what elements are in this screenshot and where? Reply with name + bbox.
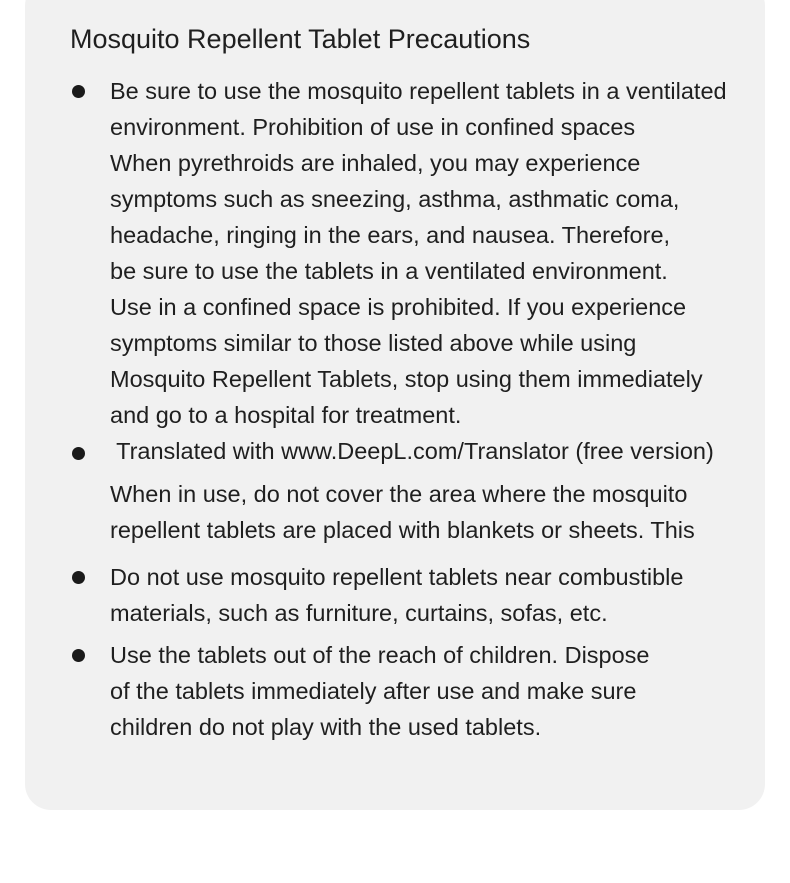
bullet-text — [110, 433, 714, 543]
page-title: Mosquito Repellent Tablet Precautions — [70, 24, 531, 54]
text-line: Be sure to use the mosquito repellent tablets in a ventilated — [110, 78, 727, 104]
text-line: Use the tablets out of the reach of children. Dispose — [110, 642, 650, 668]
bullet-text — [110, 637, 650, 745]
text-line: Mosquito Repellent Tablets, stop using them immediately — [110, 366, 703, 392]
text-line: children do not play with the used tablets. — [110, 714, 542, 740]
text-line: Use in a confined space is prohibited. If you experience — [110, 294, 687, 320]
bullet-dot-icon — [72, 85, 85, 98]
text-line: symptoms such as sneezing, asthma, asthmatic coma, — [110, 186, 680, 212]
text-line: and go to a hospital for treatment. — [110, 402, 462, 428]
bullet-dot-icon — [72, 571, 85, 584]
text-line: environment. Prohibition of use in confined spaces — [110, 114, 636, 140]
text-line: When pyrethroids are inhaled, you may experience — [110, 150, 641, 176]
text-line: headache, ringing in the ears, and nausea. Therefore, — [110, 222, 671, 248]
bullet-text — [110, 559, 683, 631]
text-line: materials, such as furniture, curtains, sofas, etc. — [110, 600, 608, 626]
bullet-dot-icon — [72, 649, 85, 662]
text-line: be sure to use the tablets in a ventilated environment. — [110, 258, 668, 284]
text-line: of the tablets immediately after use and make sure — [110, 678, 637, 704]
text-line: repellent tablets are placed with blankets or sheets. This — [110, 517, 695, 543]
bullet-dot-icon — [72, 447, 85, 460]
text-line: Do not use mosquito repellent tablets near combustible — [110, 564, 684, 590]
text-line: symptoms similar to those listed above while using — [110, 330, 637, 356]
text-line: Translated with www.DeepL.com/Translator (free version) — [110, 438, 714, 464]
text-line: When in use, do not cover the area where the mosquito — [110, 481, 688, 507]
bullet-text — [110, 73, 727, 433]
